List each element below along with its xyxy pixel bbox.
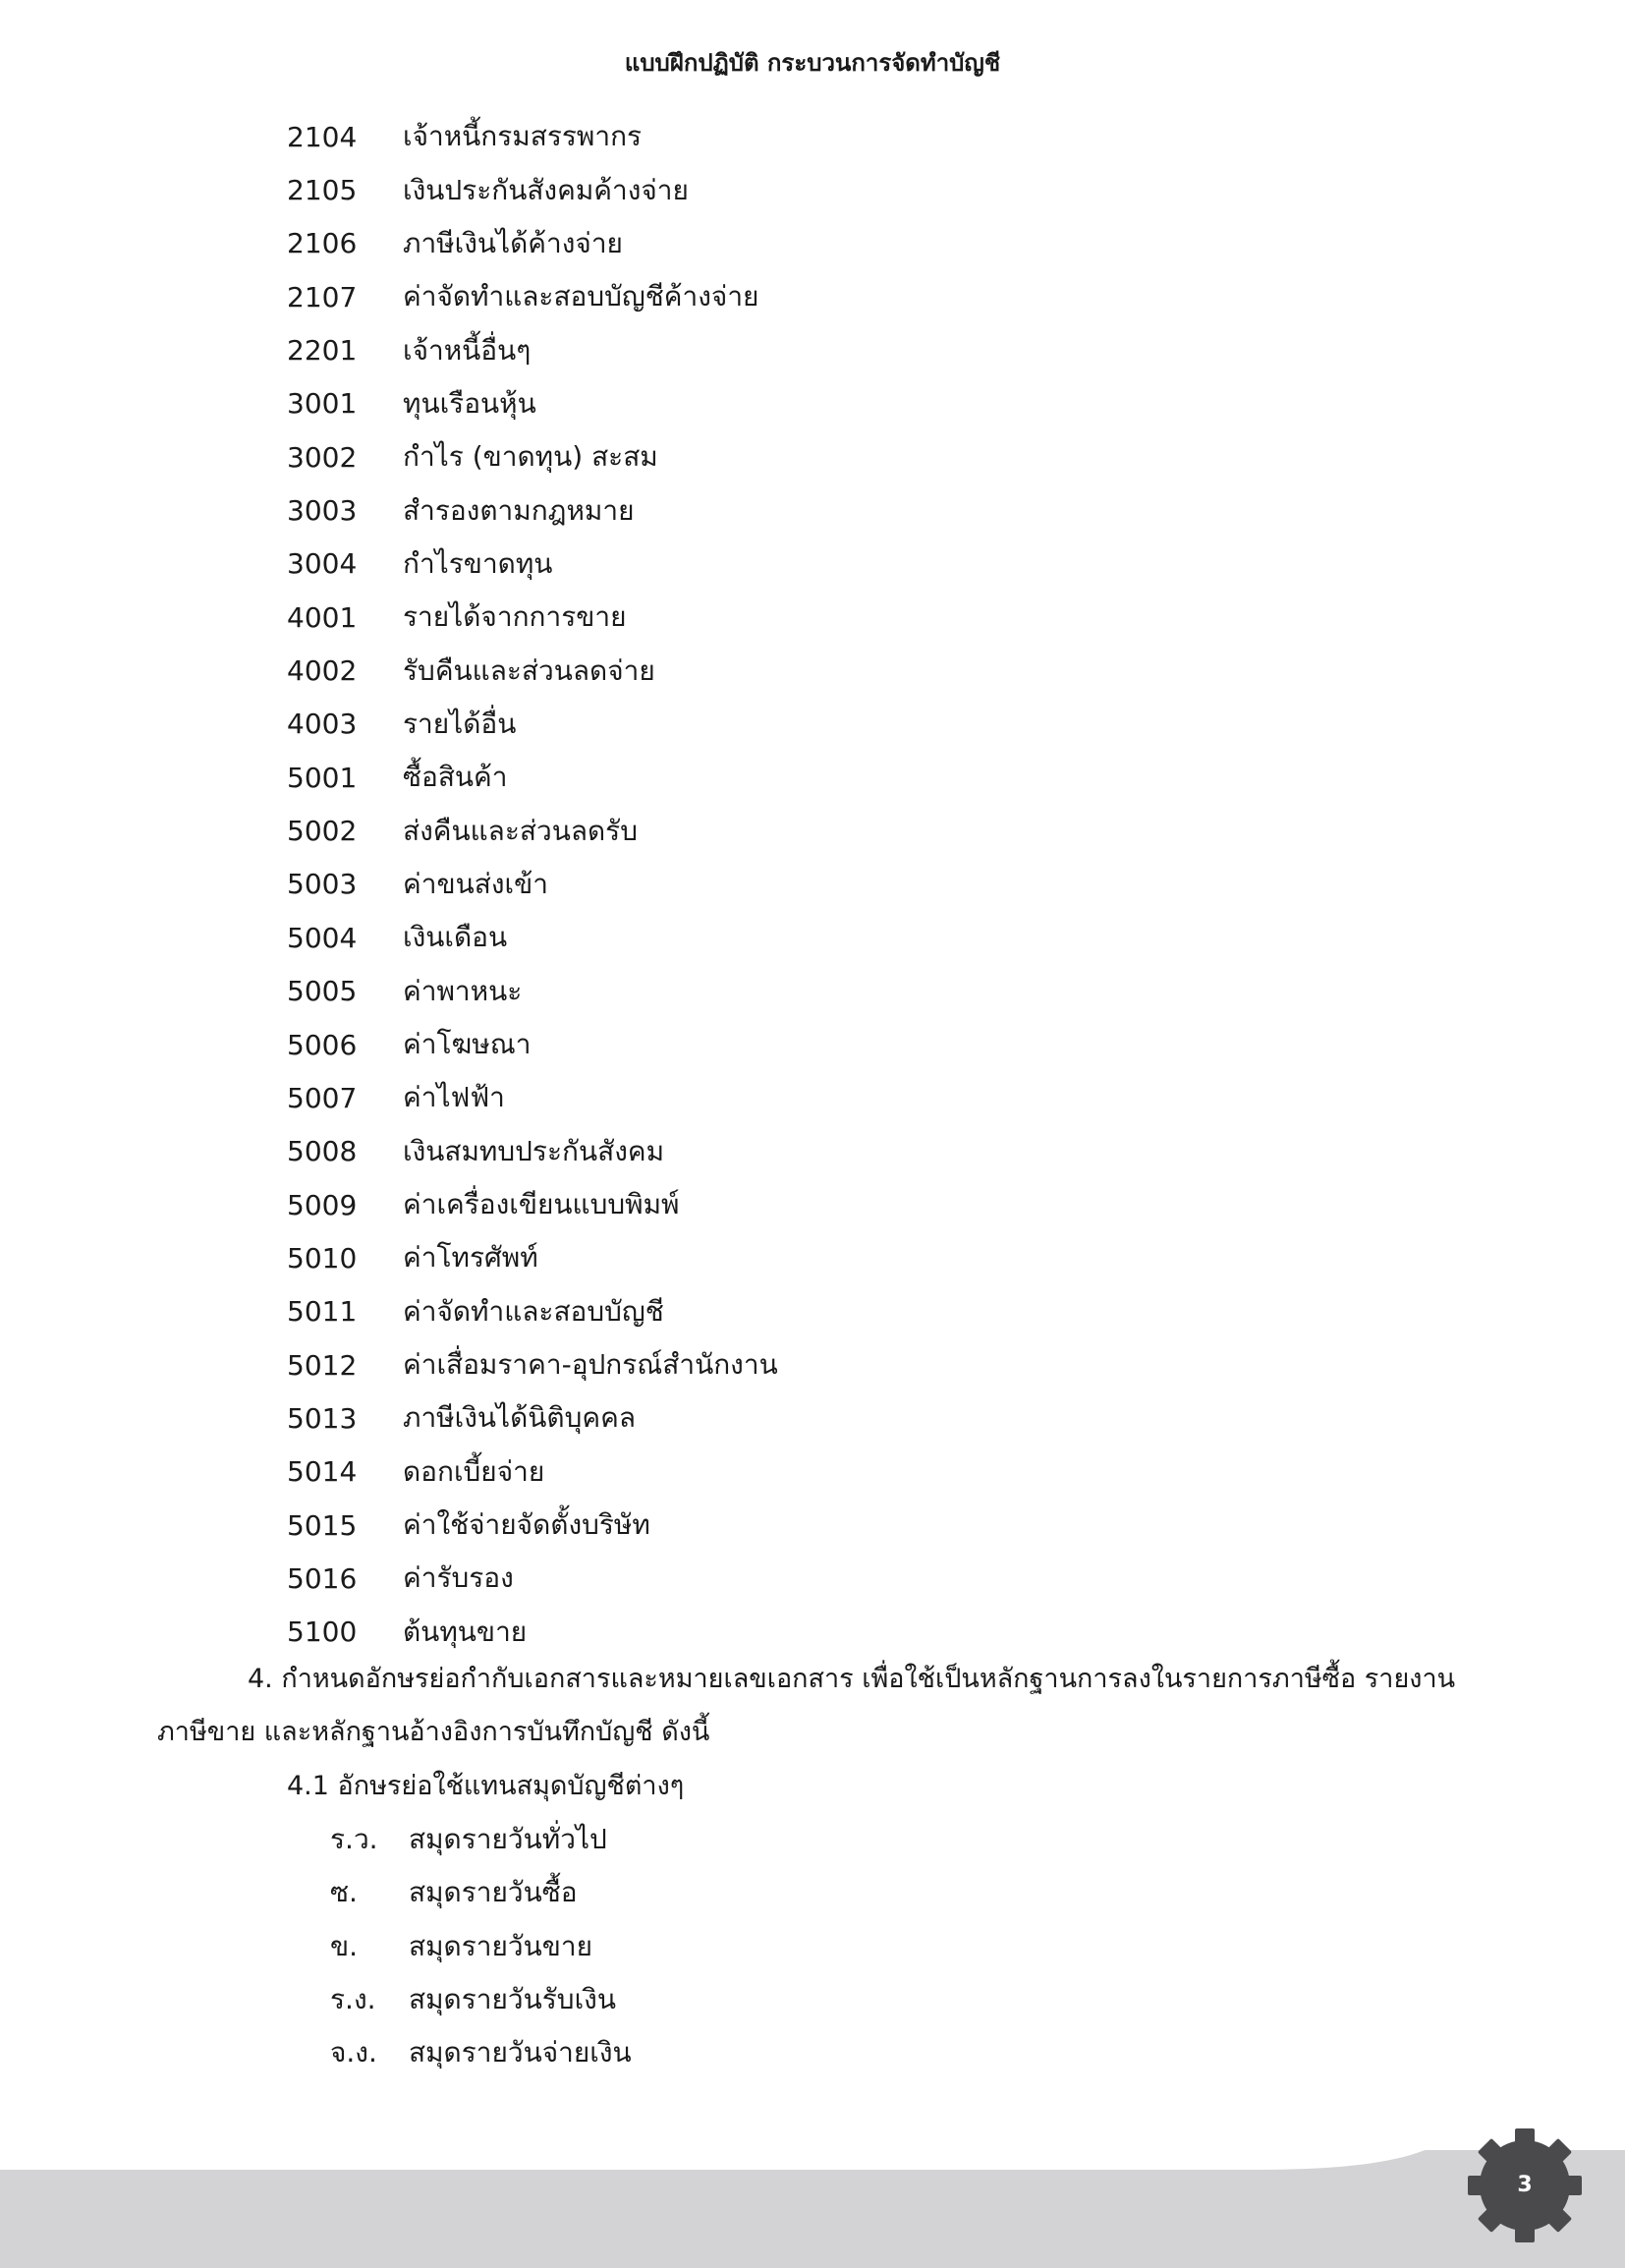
account-row	[287, 1499, 778, 1552]
account-code: 5100	[287, 1616, 358, 1649]
abbreviation-meaning: สมุดรายวันขาย	[409, 1929, 593, 1962]
account-row	[287, 1391, 778, 1445]
section-4-paragraph	[157, 1653, 1474, 1759]
account-name: เจ้าหนี้กรมสรรพากร	[403, 120, 643, 153]
page-number: 3	[1517, 2173, 1533, 2197]
account-code: 5012	[287, 1348, 358, 1382]
account-name: ค่าจัดทำและสอบบัญชี	[403, 1294, 664, 1328]
account-code: 5004	[287, 921, 358, 954]
account-name: ค่าโฆษณา	[403, 1028, 532, 1061]
account-row	[287, 270, 778, 323]
account-row	[287, 1231, 778, 1284]
section-4-1-heading: 4.1 อักษรย่อใช้แทนสมุดบัญชีต่างๆ	[287, 1771, 685, 1801]
account-code: 5008	[287, 1135, 358, 1168]
account-row	[287, 1338, 778, 1391]
account-row	[287, 1018, 778, 1071]
account-name: ดอกเบี้ยจ่าย	[403, 1454, 545, 1488]
abbreviation-meaning: สมุดรายวันซื้อ	[409, 1876, 578, 1909]
account-row	[287, 323, 778, 376]
account-code: 2107	[287, 280, 358, 313]
section-4-text: 4. กำหนดอักษรย่อกำกับเอกสารและหมายเลขเอกสาร เพื่อใช้เป็นหลักฐานการลงในรายการภาษีซื้อ รายงานภาษีขาย และหลักฐานอ้างอิงการบันทึกบัญชี ดังนี้	[157, 1664, 1456, 1747]
account-row	[287, 911, 778, 964]
account-name: เงินเดือน	[403, 921, 508, 954]
account-name: ค่าเครื่องเขียนแบบพิมพ์	[403, 1188, 680, 1221]
account-code: 4003	[287, 708, 358, 741]
account-name: ต้นทุนขาย	[403, 1615, 528, 1648]
account-name: ค่าขนส่งเข้า	[403, 867, 548, 900]
account-name: สำรองตามกฎหมาย	[403, 493, 635, 527]
footer-band	[0, 2150, 1625, 2268]
account-name: รายได้จากการขาย	[403, 600, 627, 634]
abbreviation-meaning: สมุดรายวันรับเงิน	[409, 1983, 616, 2016]
account-name: ส่งคืนและส่วนลดรับ	[403, 814, 638, 847]
account-row	[287, 1606, 778, 1659]
account-code: 2201	[287, 334, 358, 368]
account-row	[287, 1285, 778, 1338]
abbreviation: จ.ง.	[330, 2036, 377, 2070]
account-row	[287, 217, 778, 270]
account-name: กำไร (ขาดทุน) สะสม	[403, 440, 658, 474]
account-name: ค่ารับรอง	[403, 1561, 514, 1595]
account-code: 5010	[287, 1241, 358, 1275]
account-name: ค่าโทรศัพท์	[403, 1241, 538, 1275]
account-code: 2106	[287, 227, 358, 260]
account-row	[287, 751, 778, 804]
page-header: แบบฝึกปฏิบัติ กระบวนการจัดทำบัญชี	[624, 49, 1001, 77]
abbreviation-list	[330, 1813, 632, 2079]
account-row	[287, 163, 778, 216]
account-name: รายได้อื่น	[403, 707, 517, 740]
abbreviation-row	[330, 2026, 632, 2079]
account-name: ค่าจัดทำและสอบบัญชีค้างจ่าย	[403, 280, 759, 313]
account-name: เงินสมทบประกันสังคม	[403, 1134, 665, 1167]
account-row	[287, 483, 778, 537]
abbreviation-row	[330, 1866, 632, 1919]
account-code: 5011	[287, 1295, 358, 1329]
account-code: 5003	[287, 868, 358, 901]
account-name: ภาษีเงินได้นิติบุคคล	[403, 1401, 637, 1435]
account-code: 2104	[287, 120, 358, 153]
account-row	[287, 804, 778, 857]
account-row	[287, 965, 778, 1018]
account-name: ทุนเรือนหุ้น	[403, 386, 536, 420]
abbreviation-meaning: สมุดรายวันทั่วไป	[409, 1823, 607, 1856]
account-row	[287, 1178, 778, 1231]
abbreviation-row	[330, 1920, 632, 1973]
abbreviation-row	[330, 1973, 632, 2026]
account-row	[287, 1552, 778, 1605]
account-row	[287, 1071, 778, 1124]
account-name: ภาษีเงินได้ค้างจ่าย	[403, 226, 623, 259]
account-code: 5007	[287, 1081, 358, 1114]
account-name: ค่าพาหนะ	[403, 974, 523, 1007]
account-code: 4001	[287, 600, 358, 634]
account-row	[287, 1125, 778, 1178]
account-code: 3001	[287, 387, 358, 421]
account-code: 3003	[287, 494, 358, 528]
account-row	[287, 591, 778, 644]
account-name: กำไรขาดทุน	[403, 546, 553, 580]
abbreviation: ข.	[330, 1929, 359, 1962]
account-name: ค่าใช้จ่ายจัดตั้งบริษัท	[403, 1508, 650, 1542]
account-code: 4002	[287, 654, 358, 688]
account-row	[287, 538, 778, 591]
account-name: ค่าไฟฟ้า	[403, 1081, 505, 1114]
account-code: 5002	[287, 815, 358, 848]
account-code: 5005	[287, 975, 358, 1008]
abbreviation: ซ.	[330, 1876, 358, 1909]
account-code-list	[287, 110, 778, 1659]
account-row	[287, 110, 778, 163]
account-code: 3004	[287, 547, 358, 581]
account-row	[287, 377, 778, 430]
account-code: 3002	[287, 440, 358, 474]
account-row	[287, 858, 778, 911]
footer-wave	[0, 2150, 1625, 2268]
account-code: 5001	[287, 761, 358, 794]
account-name: เงินประกันสังคมค้างจ่าย	[403, 173, 689, 206]
page-number-badge	[1462, 2123, 1588, 2248]
account-code: 5014	[287, 1455, 358, 1489]
abbreviation: ร.ง.	[330, 1983, 376, 2016]
account-code: 5015	[287, 1508, 358, 1542]
account-code: 5016	[287, 1561, 358, 1595]
account-name: รับคืนและส่วนลดจ่าย	[403, 653, 655, 687]
abbreviation-row	[330, 1813, 632, 1866]
account-name: ซื้อสินค้า	[403, 761, 508, 794]
account-code: 5009	[287, 1188, 358, 1221]
account-name: ค่าเสื่อมราคา-อุปกรณ์สำนักงาน	[403, 1348, 778, 1382]
account-row	[287, 1446, 778, 1499]
account-row	[287, 430, 778, 483]
account-name: เจ้าหนี้อื่นๆ	[403, 333, 532, 367]
abbreviation: ร.ว.	[330, 1823, 378, 1856]
account-code: 2105	[287, 174, 358, 207]
account-row	[287, 698, 778, 751]
account-code: 5013	[287, 1401, 358, 1435]
abbreviation-meaning: สมุดรายวันจ่ายเงิน	[409, 2036, 632, 2070]
account-row	[287, 644, 778, 697]
account-code: 5006	[287, 1028, 358, 1061]
